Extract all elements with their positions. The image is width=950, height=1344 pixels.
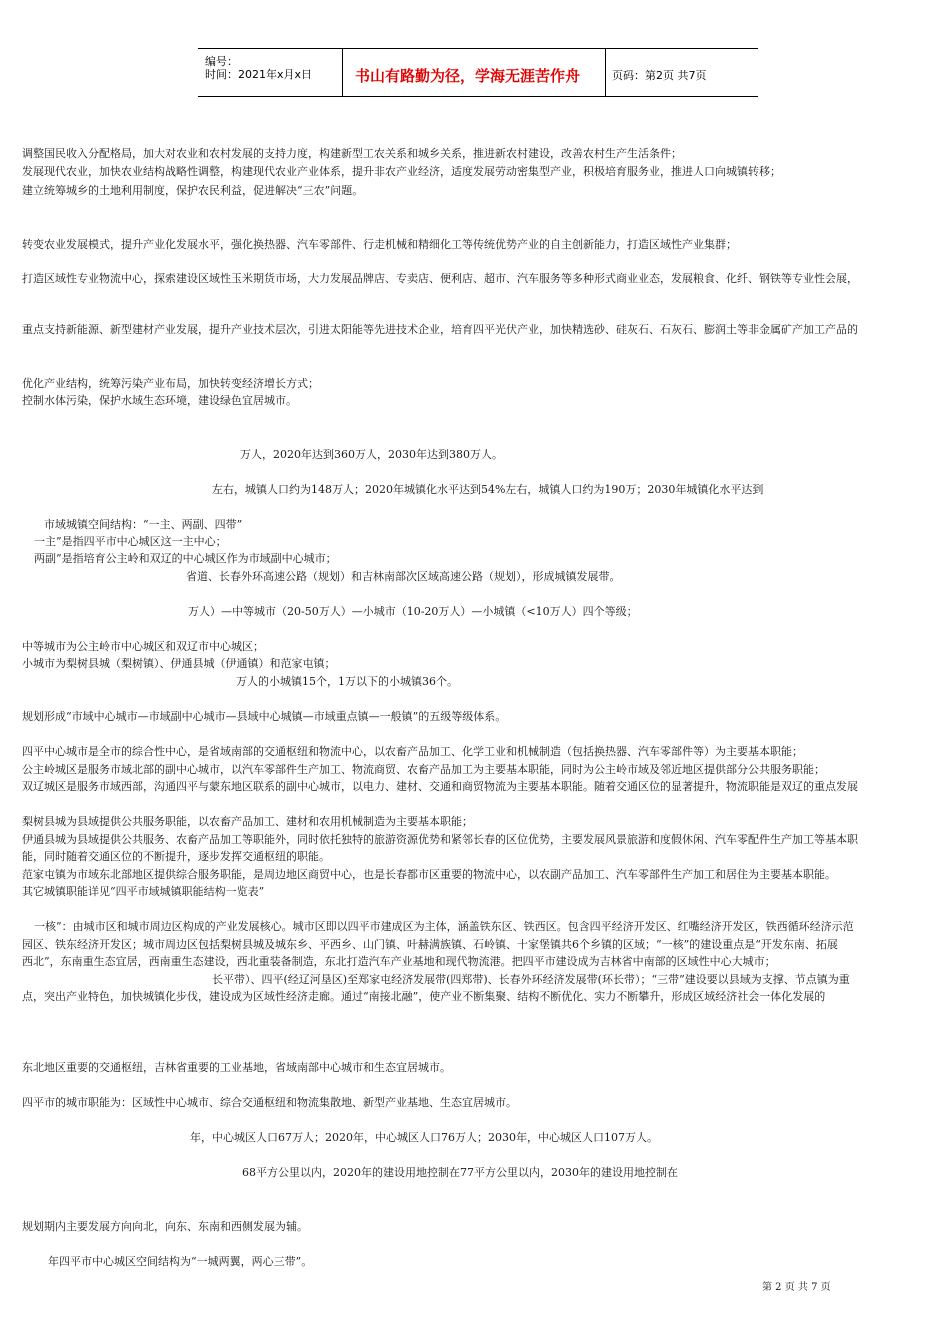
text-line: 小城市为梨树县城（梨树镇）、伊通县城（伊通镇）和范家屯镇； [22, 657, 336, 670]
page-footer: 第 2 页 共 7 页 [762, 1282, 831, 1293]
header-divider-right [605, 48, 606, 97]
text-line: 公主岭城区是服务市域北部的副中心城市，以汽车零部件生产加工、物流商贸、农畜产品加工为主要基本职能，同时为公主岭市域及邻近地区提供部分公共服务职能； [22, 763, 825, 776]
document-number-label: 编号： [205, 55, 238, 68]
text-line: 梨树县城为县域提供公共服务职能，以农畜产品加工、建材和农用机械制造为主要基本职能； [22, 815, 473, 828]
text-line: 范家屯镇为市域东北部地区提供综合服务职能，是周边地区商贸中心，也是长春都市区重要的物流中心，以农副产品加工、汽车零部件生产加工和居住为主要基本职能。 [22, 868, 836, 881]
text-line: 四平市的城市职能为：区域性中心城市、综合交通枢纽和物流集散地、新型产业基地、生态宜居城市。 [22, 1096, 517, 1109]
text-line: 规划期内主要发展方向向北，向东、东南和西侧发展为辅。 [22, 1220, 308, 1233]
page-counter: 页码：第2页 共7页 [612, 69, 707, 82]
text-line: 能，同时随着交通区位的不断提升，逐步发挥交通枢纽的职能。 [22, 850, 330, 863]
text-line: 东北地区重要的交通枢纽，吉林省重要的工业基地，省域南部中心城市和生态宜居城市。 [22, 1061, 451, 1074]
text-line: 西北”，东南重生态宜居，西南重生态建设，西北重装备制造，东北打造汽车产业基地和现代物流港。把四平市建设成为吉林省中南部的区域性中心大城市； [22, 955, 776, 968]
text-line: 一核”：由城市区和城市周边区构成的产业发展核心。城市区即以四平市建成区为主体，涵盖铁东区、铁西区。包含四平经济开发区、红嘴经济开发区，铁西循环经济示范 [34, 920, 854, 933]
header-top-rule [198, 48, 758, 49]
text-line: 年四平市中心城区空间结构为“一城两翼，两心三带”。 [48, 1255, 313, 1268]
text-line: 转变农业发展模式，提升产业化发展水平，强化换热器、汽车零部件、行走机械和精细化工等传统优势产业的自主创新能力，打造区域性产业集群； [22, 238, 737, 251]
text-line: 万人）—中等城市（20-50万人）—小城市（10-20万人）—小城镇（<10万人）四个等级； [188, 605, 638, 618]
text-line: 伊通县城为县域提供公共服务、农畜产品加工等职能外，同时依托独特的旅游资源优势和紧邻长春的区位优势，主要发展风景旅游和度假休闲、汽车零配件生产加工等基本职 [22, 833, 858, 846]
text-line: 双辽城区是服务市域西部，沟通四平与蒙东地区联系的副中心城市，以电力、建材、交通和商贸物流为主要基本职能。随着交通区位的显著提升，物流职能是双辽的重点发展 [22, 780, 858, 793]
text-line: 省道、长春外环高速公路（规划）和吉林南部次区域高速公路（规划），形成城镇发展带。 [186, 570, 621, 583]
text-line: 市域城镇空间结构：“一主、两副、四带” [44, 518, 243, 531]
document-time-label: 时间：2021年x月x日 [205, 68, 313, 81]
text-line: 发展现代农业，加快农业结构战略性调整，构建现代农业产业体系，提升非农产业经济，适度发展劳动密集型产业，积极培育服务业，推进人口向城镇转移； [22, 165, 781, 178]
text-line: 建立统筹城乡的土地利用制度，保护农民利益，促进解决“三农”问题。 [22, 184, 364, 197]
text-line: 控制水体污染，保护水域生态环境，建设绿色宜居城市。 [22, 394, 297, 407]
text-line: 四平中心城市是全市的综合性中心，是省域南部的交通枢纽和物流中心，以农畜产品加工、化学工业和机械制造（包括换热器、汽车零部件等）为主要基本职能； [22, 745, 803, 758]
text-line: 一主”是指四平市中心城区这一主中心； [34, 535, 227, 548]
text-line: 规划形成“市域中心城市—市域副中心城市—县域中心城镇—市域重点镇—一般镇”的五级等级体系。 [22, 710, 507, 723]
text-line: 两副”是指培育公主岭和双辽的中心城区作为市域副中心城市； [34, 552, 337, 565]
header-motto: 书山有路勤为径，学海无涯苦作舟 [355, 67, 581, 85]
text-line: 年，中心城区人口67万人；2020年，中心城区人口76万人；2030年，中心城区人口107万人。 [190, 1131, 658, 1144]
text-line: 重点支持新能源、新型建材产业发展，提升产业技术层次，引进太阳能等先进技术企业，培育四平光伏产业，加快精选砂、硅灰石、石灰石、膨润土等非金属矿产加工产品的 [22, 323, 858, 336]
text-line: 68平方公里以内，2020年的建设用地控制在77平方公里以内，2030年的建设用地控制在 [242, 1166, 678, 1179]
text-line: 左右，城镇人口约为148万人；2020年城镇化水平达到54%左右，城镇人口约为190万；2030年城镇化水平达到 [212, 483, 764, 496]
text-line: 优化产业结构，统筹污染产业布局，加快转变经济增长方式； [22, 377, 319, 390]
text-line: 万人，2020年达到360万人，2030年达到380万人。 [240, 448, 503, 461]
text-line: 万人的小城镇15个，1万以下的小城镇36个。 [236, 675, 458, 688]
header-bottom-rule [198, 96, 758, 97]
text-line: 长平带）、四平(经辽河垦区)至郑家屯经济发展带(四郑带)、长春外环经济发展带(环长带）；“三带”建设要以县域为支撑、节点镇为重 [212, 973, 850, 986]
text-line: 调整国民收入分配格局，加大对农业和农村发展的支持力度，构建新型工农关系和城乡关系，推进新农村建设，改善农村生产生活条件； [22, 147, 682, 160]
text-line: 其它城镇职能详见“四平市域城镇职能结构一览表” [22, 885, 265, 898]
header-divider-left [342, 48, 343, 97]
text-line: 中等城市为公主岭市中心城区和双辽市中心城区； [22, 640, 264, 653]
text-line: 园区、铁东经济开发区；城市周边区包括梨树县城及城东乡、平西乡、山门镇、叶赫满族镇、石岭镇、十家堡镇共6个乡镇的区域；“一核”的建设重点是“开发东南、拓展 [22, 938, 838, 951]
text-line: 点，突出产业特色，加快城镇化步伐，建设成为区域性经济走廊。通过“南接北融”，使产业不断集聚、结构不断优化、实力不断攀升，形成区域经济社会一体化发展的 [22, 990, 826, 1003]
text-line: 打造区域性专业物流中心，探索建设区域性玉米期货市场，大力发展品牌店、专卖店、便利店、超市、汽车服务等多种形式商业业态，发展粮食、化纤、钢铁等专业性会展， [22, 272, 858, 285]
